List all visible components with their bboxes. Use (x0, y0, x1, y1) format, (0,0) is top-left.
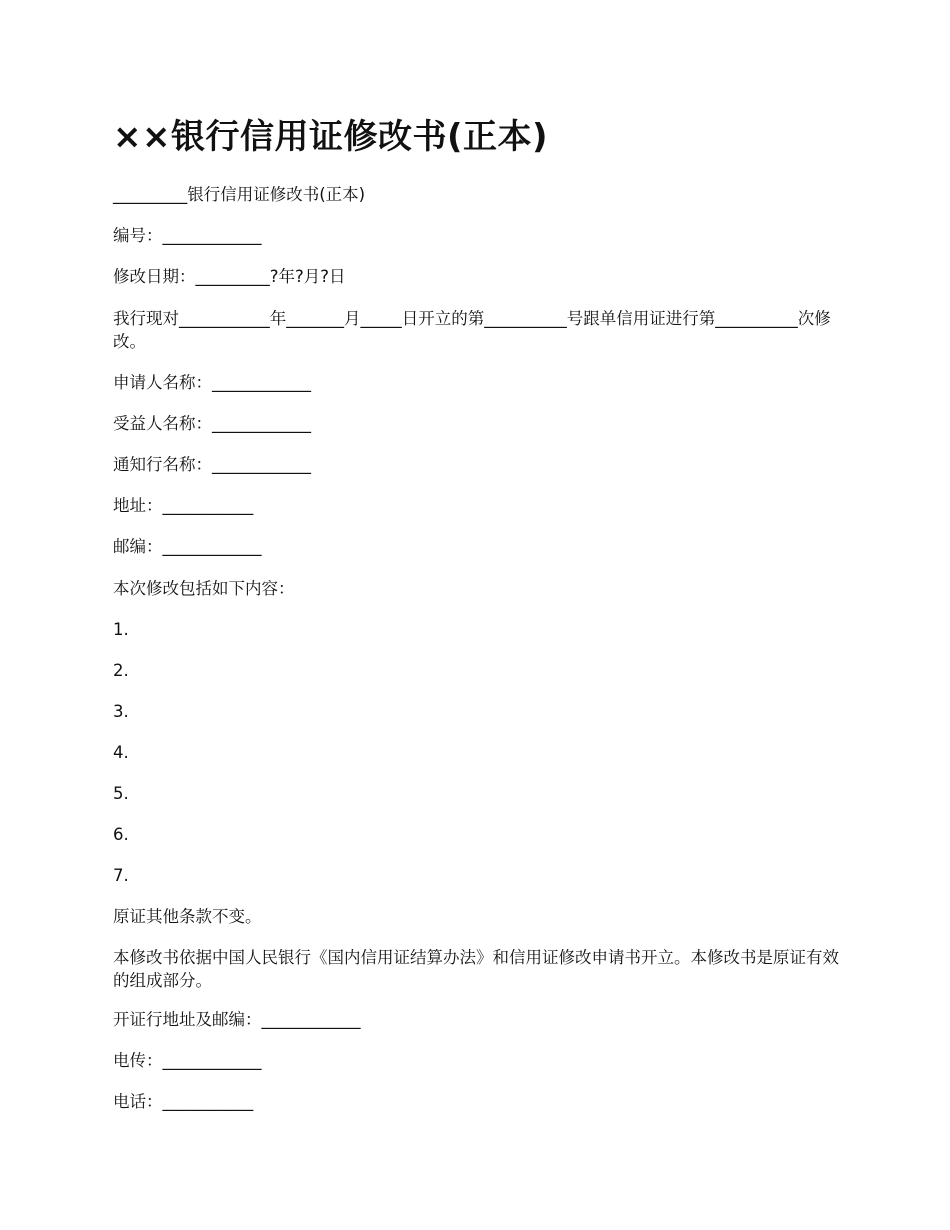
list-item: 2. (113, 661, 129, 680)
bank-name-line: _________银行信用证修改书(正本) (113, 185, 366, 204)
list-item: 6. (113, 825, 129, 844)
unchanged-terms-note: 原证其他条款不变。 (113, 907, 262, 926)
beneficiary-name-field: 受益人名称：____________ (113, 414, 311, 433)
contents-heading: 本次修改包括如下内容： (113, 579, 295, 598)
amendment-date-line: 修改日期：_________?年?月?日 (113, 267, 346, 286)
postal-code-field: 邮编：____________ (113, 537, 262, 556)
list-item: 5. (113, 784, 129, 803)
issuing-bank-address-field: 开证行地址及邮编：____________ (113, 1010, 361, 1029)
list-item: 3. (113, 702, 129, 721)
serial-number-line: 编号：____________ (113, 226, 262, 245)
applicant-name-field: 申请人名称：____________ (113, 373, 311, 392)
list-item: 4. (113, 743, 129, 762)
list-item: 1. (113, 620, 129, 639)
advising-bank-name-field: 通知行名称：____________ (113, 455, 311, 474)
phone-field: 电话：___________ (113, 1092, 254, 1111)
list-item: 7. (113, 866, 129, 885)
address-field: 地址：___________ (113, 496, 254, 515)
document-title: ××银行信用证修改书(正本) (113, 117, 549, 157)
opening-paragraph: 我行现对___________年_______月_____日开立的第__________号跟单信用证进行第__________次修改。 (113, 309, 831, 351)
basis-paragraph: 本修改书依据中国人民银行《国内信用证结算办法》和信用证修改申请书开立。本修改书是原证有效的组成部分。 (113, 948, 839, 990)
telex-field: 电传：____________ (113, 1051, 262, 1070)
